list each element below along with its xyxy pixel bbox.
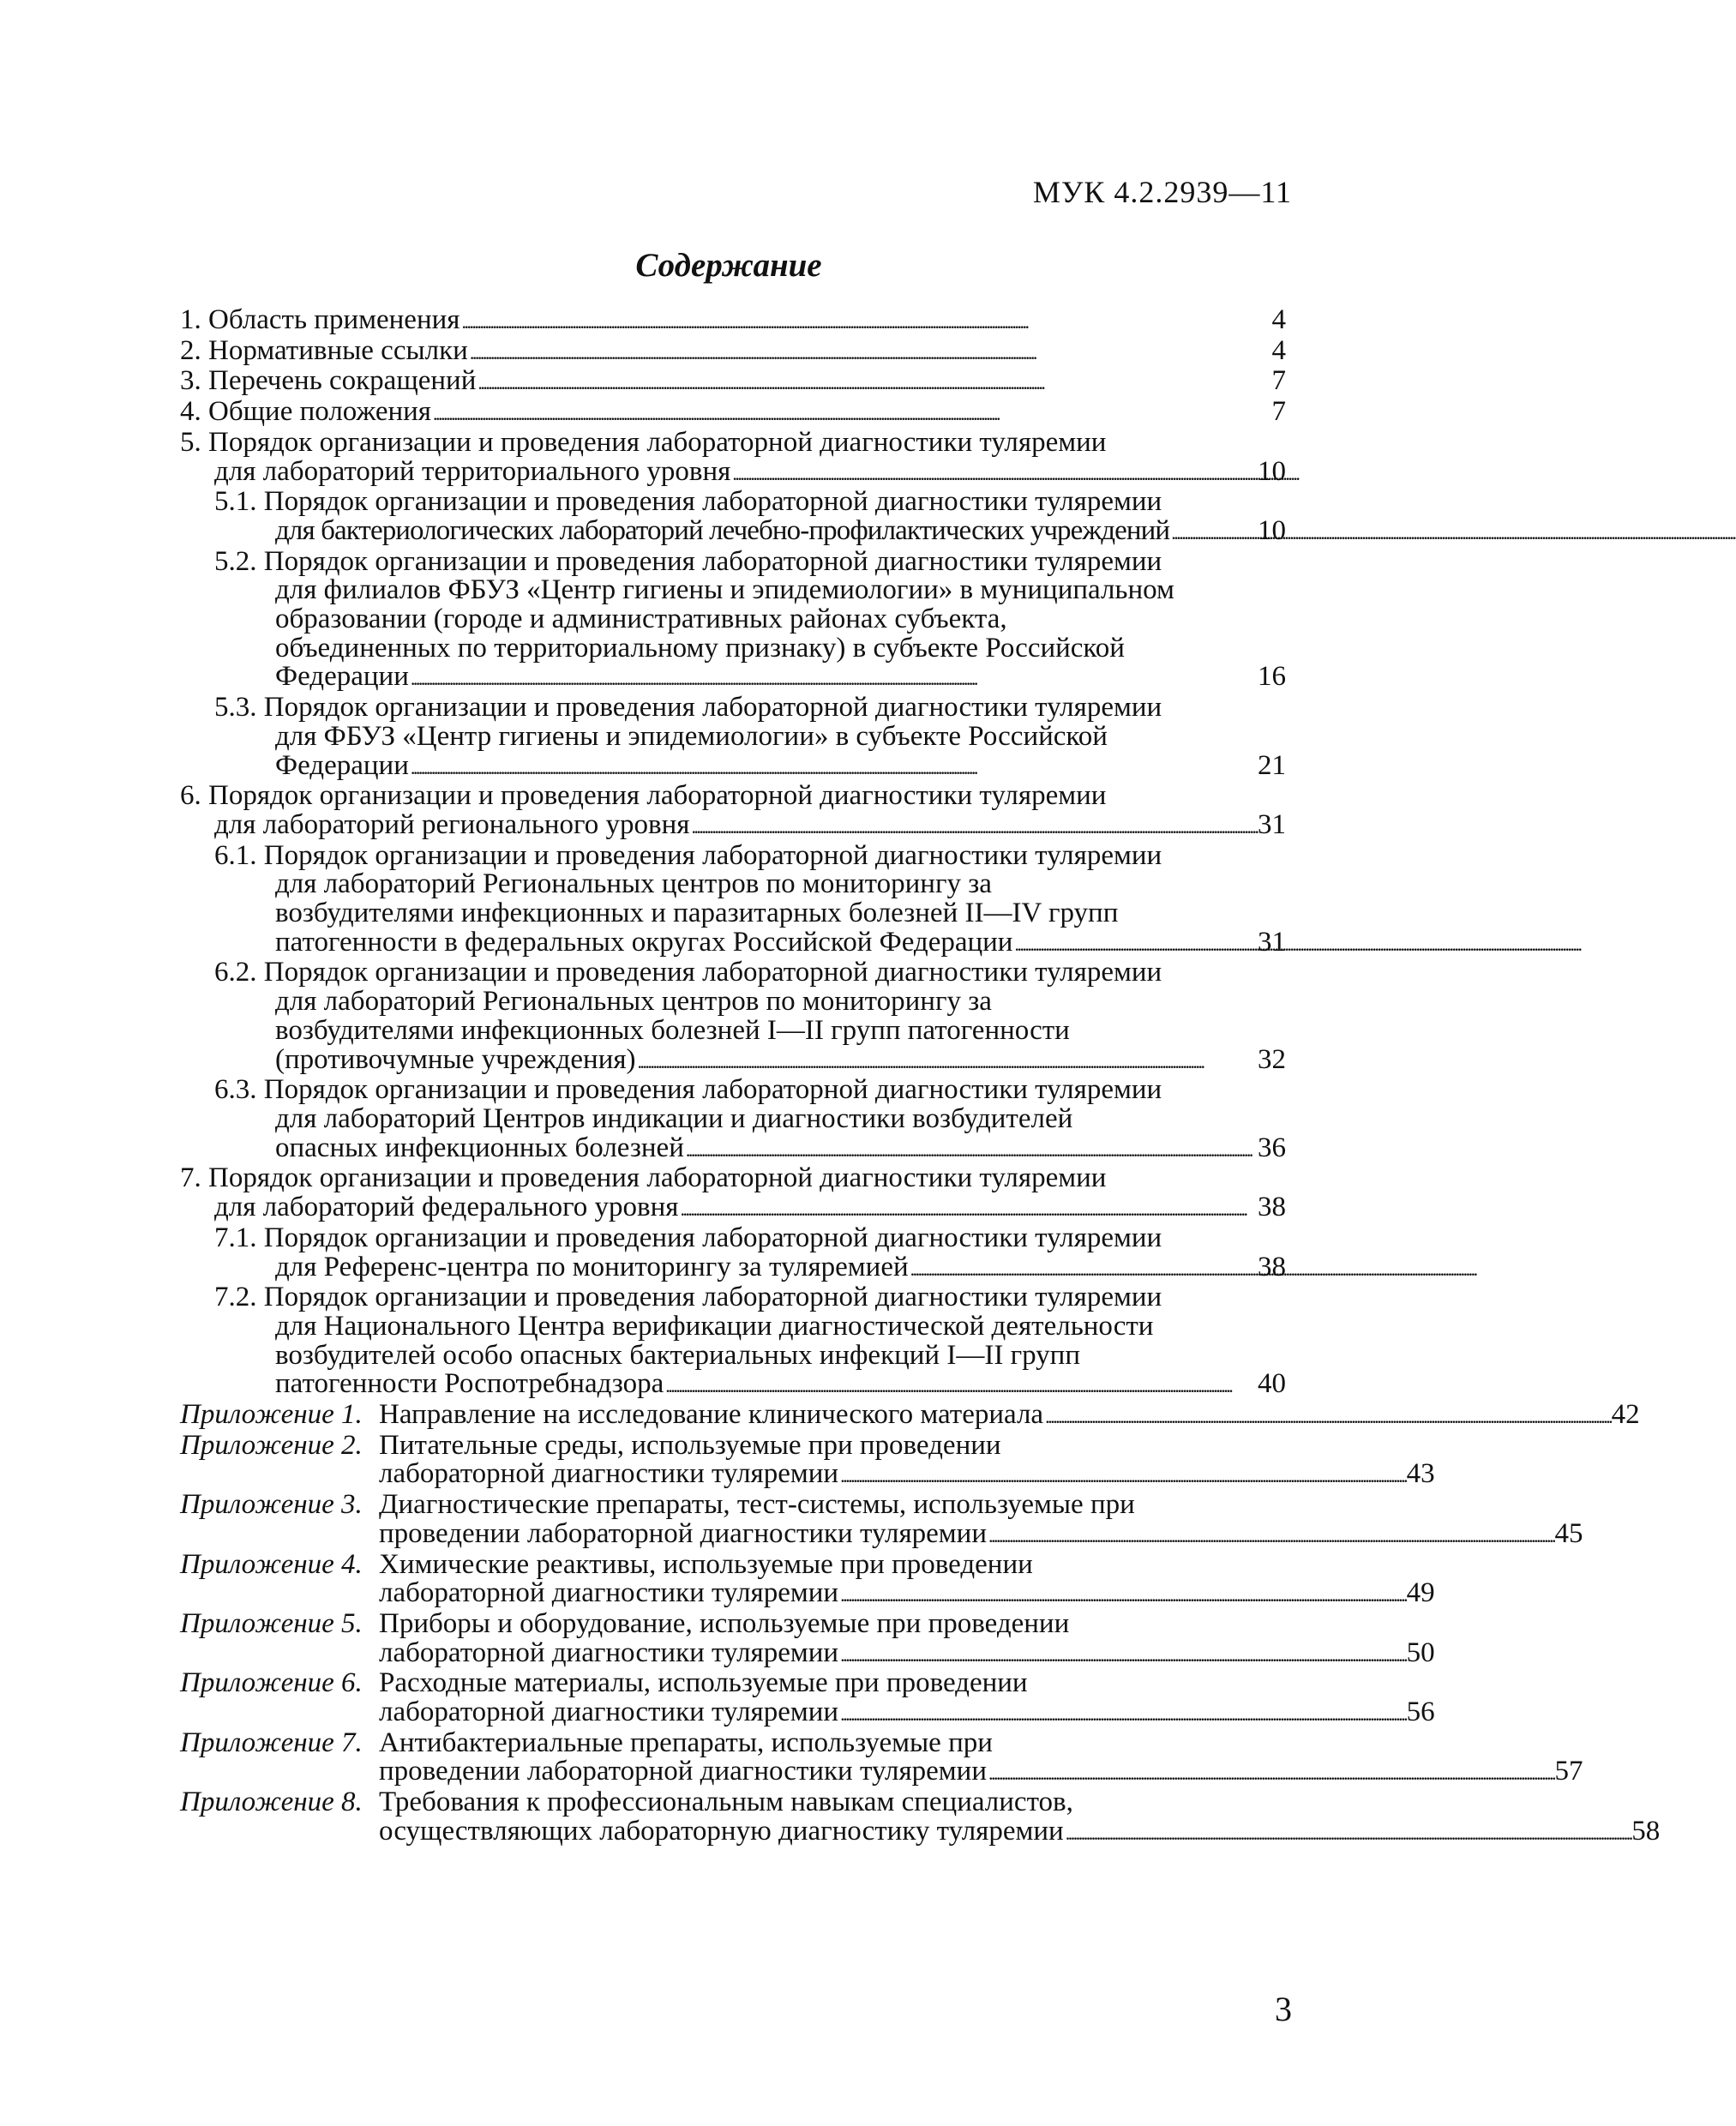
toc-page: 50 xyxy=(1406,1637,1435,1668)
toc-entry-6-1[interactable]: 6.1. Порядок организации и проведения лабораторной диагностики туляремии для лабораторий Региональных центров по мониторингу за возбудителями инфекционных и паразитарных болезней II—IV групп патогенности в федеральных округах Российской Федерации . . . 31 xyxy=(180,842,1286,959)
appendix-entry-8[interactable]: Приложение 8. Требования к профессиональным навыкам специалистов, осуществляющих лабораторную диагностику туляремии . . . 58 xyxy=(180,1788,1286,1847)
toc-page: 38 xyxy=(1258,1192,1286,1223)
appendix-label: Приложение 7. xyxy=(180,1727,363,1758)
document-code: МУК 4.2.2939—11 xyxy=(1032,175,1292,209)
dot-leader xyxy=(988,1757,1553,1788)
dot-leader xyxy=(840,1460,1405,1491)
toc-entry-5-1[interactable]: 5.1. Порядок организации и проведения лабораторной диагностики туляремии для бактериологических лабораторий лечебно-профилактических учреждений . . . 10 xyxy=(180,488,1286,547)
dot-leader xyxy=(411,752,1256,783)
dot-leader xyxy=(691,811,1256,842)
dot-leader xyxy=(1171,517,1256,548)
appendix-label: Приложение 1. xyxy=(180,1399,363,1431)
dot-leader xyxy=(470,337,1270,368)
toc-entry-4[interactable]: 4. Общие положения . . . 7 xyxy=(180,398,1286,429)
toc-entry-5-3[interactable]: 5.3. Порядок организации и проведения лабораторной диагностики туляремии для ФБУЗ «Центр гигиены и эпидемиологии» в субъекте Российской Федерации . . . 21 xyxy=(180,694,1286,782)
dot-leader xyxy=(638,1046,1256,1077)
toc-page: 49 xyxy=(1406,1577,1435,1609)
toc-entry-1[interactable]: 1. Область применения . . . 4 xyxy=(180,306,1286,337)
dot-leader xyxy=(840,1579,1405,1610)
appendix-entry-1[interactable]: Приложение 1. Направление на исследование клинического материала . . . 42 xyxy=(180,1401,1286,1432)
toc-page: 31 xyxy=(1258,808,1286,840)
toc-page: 56 xyxy=(1406,1697,1435,1728)
toc-page: 58 xyxy=(1631,1815,1661,1847)
toc-entry-7-2[interactable]: 7.2. Порядок организации и проведения лабораторной диагностики туляремии для Национального Центра верификации диагностической деятельности возбудителей особо опасных бактериальных инфекций I—II групп патогенности Роспотребнадзора . . . 40 xyxy=(180,1283,1286,1401)
appendix-label: Приложение 6. xyxy=(180,1667,363,1699)
toc-entry-5[interactable]: 5. Порядок организации и проведения лабораторной диагностики туляремии для лабораторий территориального уровня . . . 10 xyxy=(180,429,1286,488)
toc-entry-6-2[interactable]: 6.2. Порядок организации и проведения лабораторной диагностики туляремии для лабораторий Региональных центров по мониторингу за возбудителями инфекционных болезней I—II групп патогенности (противочумные учреждения) . . . 32 xyxy=(180,958,1286,1076)
toc-page: 40 xyxy=(1258,1368,1286,1400)
dot-leader xyxy=(478,367,1270,398)
toc-page: 45 xyxy=(1554,1517,1583,1549)
appendix-entry-5[interactable]: Приложение 5. Приборы и оборудование, используемые при проведении лабораторной диагностики туляремии . . . 50 xyxy=(180,1610,1286,1669)
toc-entry-5-2[interactable]: 5.2. Порядок организации и проведения лабораторной диагностики туляремии для филиалов ФБУЗ «Центр гигиены и эпидемиологии» в муниципальном образовании (городе и административных районах субъекта, объединенных по территориальному признаку) в субъекте Российской Федерации . . . 16 xyxy=(180,548,1286,694)
appendix-label: Приложение 8. xyxy=(180,1787,363,1818)
toc-page: 7 xyxy=(1271,365,1286,397)
page-title: Содержание xyxy=(635,247,822,284)
toc-page: 4 xyxy=(1271,304,1286,335)
toc-entry-7[interactable]: 7. Порядок организации и проведения лабораторной диагностики туляремии для лабораторий федерального уровня . . . 38 xyxy=(180,1164,1286,1223)
toc-page: 10 xyxy=(1258,514,1286,546)
dot-leader xyxy=(910,1253,1256,1284)
toc-page: 21 xyxy=(1258,749,1286,781)
appendix-entry-4[interactable]: Приложение 4. Химические реактивы, используемые при проведении лабораторной диагностики туляремии . . . 49 xyxy=(180,1551,1286,1610)
appendix-label: Приложение 4. xyxy=(180,1548,363,1580)
appendix-label: Приложение 3. xyxy=(180,1489,363,1521)
dot-leader xyxy=(840,1698,1405,1729)
dot-leader xyxy=(461,306,1270,337)
dot-leader xyxy=(1045,1401,1610,1432)
dot-leader xyxy=(411,663,1256,694)
toc-entry-7-1[interactable]: 7.1. Порядок организации и проведения лабораторной диагностики туляремии для Референс-центра по мониторингу за туляремией . . . 38 xyxy=(180,1224,1286,1283)
toc-page: 57 xyxy=(1554,1756,1583,1787)
toc-page: 42 xyxy=(1611,1399,1640,1431)
appendix-entry-3[interactable]: Приложение 3. Диагностические препараты, тест-системы, используемые при проведении лабораторной диагностики туляремии . . . 45 xyxy=(180,1491,1286,1550)
toc-page: 36 xyxy=(1258,1132,1286,1163)
toc-entry-2[interactable]: 2. Нормативные ссылки . . . 4 xyxy=(180,337,1286,368)
toc-page: 43 xyxy=(1406,1458,1435,1490)
toc-page: 16 xyxy=(1258,661,1286,693)
toc-page: 7 xyxy=(1271,396,1286,428)
toc-page: 31 xyxy=(1258,926,1286,958)
dot-leader xyxy=(665,1370,1256,1401)
dot-leader xyxy=(680,1193,1256,1224)
dot-leader xyxy=(840,1639,1405,1670)
dot-leader xyxy=(1014,928,1256,959)
toc-entry-6[interactable]: 6. Порядок организации и проведения лабораторной диагностики туляремии для лабораторий регионального уровня . . . 31 xyxy=(180,782,1286,841)
dot-leader xyxy=(1066,1817,1631,1848)
toc-page: 32 xyxy=(1258,1043,1286,1075)
toc-page: 10 xyxy=(1258,455,1286,487)
dot-leader xyxy=(686,1134,1256,1165)
appendix-entry-6[interactable]: Приложение 6. Расходные материалы, используемые при проведении лабораторной диагностики туляремии . . . 56 xyxy=(180,1669,1286,1728)
appendix-entry-7[interactable]: Приложение 7. Антибактериальные препараты, используемые при проведении лабораторной диагностики туляремии . . . 57 xyxy=(180,1729,1286,1788)
dot-leader xyxy=(433,398,1270,429)
toc-page: 4 xyxy=(1271,334,1286,366)
toc-entry-3[interactable]: 3. Перечень сокращений . . . 7 xyxy=(180,367,1286,398)
table-of-contents xyxy=(180,304,1661,1848)
appendix-label: Приложение 2. xyxy=(180,1429,363,1461)
toc-entry-6-3[interactable]: 6.3. Порядок организации и проведения лабораторной диагностики туляремии для лабораторий Центров индикации и диагностики возбудителей опасных инфекционных болезней . . . 36 xyxy=(180,1076,1286,1164)
dot-leader xyxy=(732,458,1256,489)
toc-page: 38 xyxy=(1258,1251,1286,1282)
dot-leader xyxy=(988,1520,1553,1551)
page-number: 3 xyxy=(1275,1990,1292,2028)
appendix-entry-2[interactable]: Приложение 2. Питательные среды, используемые при проведении лабораторной диагностики туляремии . . . 43 xyxy=(180,1432,1286,1491)
appendix-label: Приложение 5. xyxy=(180,1607,363,1639)
